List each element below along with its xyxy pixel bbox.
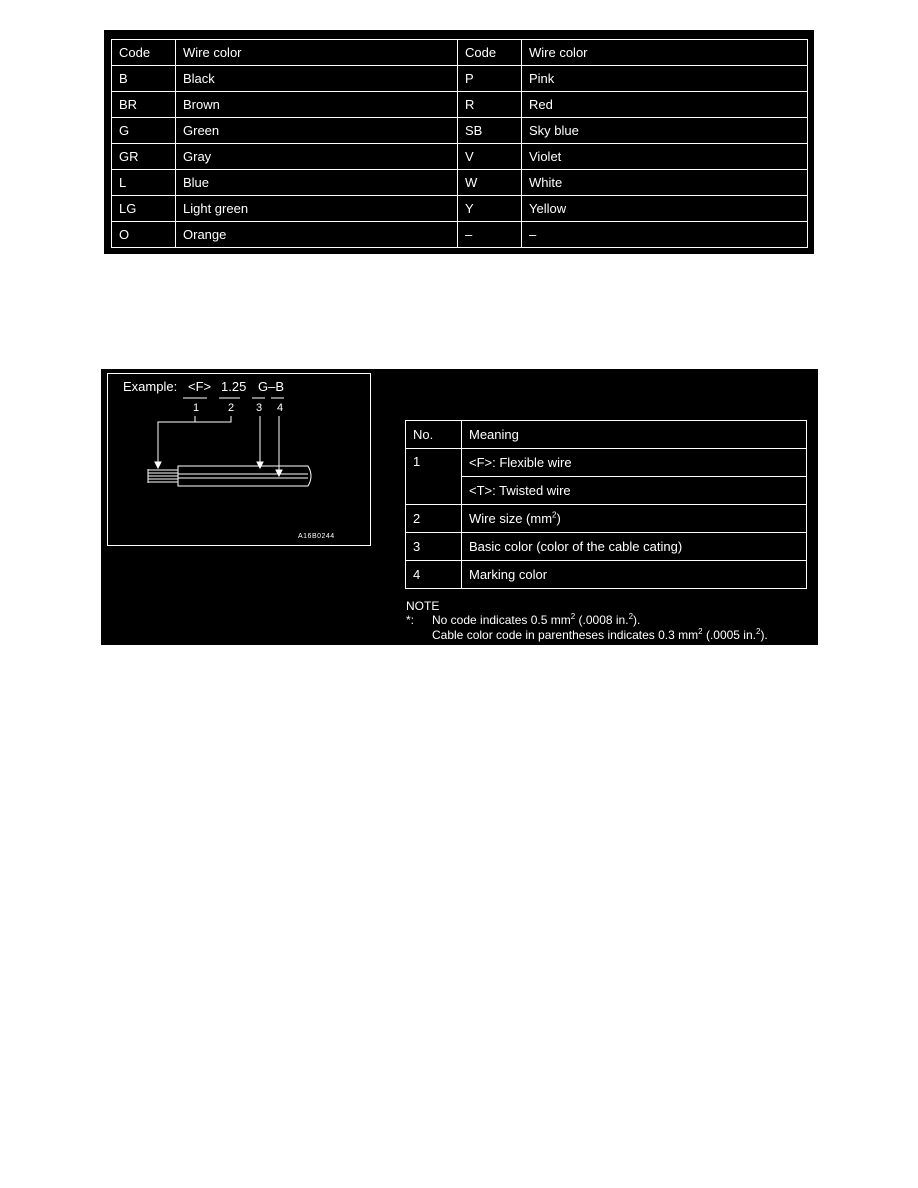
meaning-text: Wire size $(mm^2)$ [462,505,807,533]
header-wire-color: Wire color [176,40,458,66]
color-row [112,170,808,196]
note-line-1 [406,613,816,627]
header-wire-color: Wire color [522,40,808,66]
meaning-no: 4 [406,561,462,589]
meaning-text: <F>: Flexible wire [462,449,807,477]
cable-insulation [178,466,311,486]
note-line-2: Cable color code in parentheses indicates 0.3 $mm^2$ (.0005 in.$^2$). [432,626,768,642]
example-figure [107,373,371,546]
meaning-row [406,449,807,477]
arrow-head-1 [155,462,161,468]
color-name-cell: Blue [176,170,458,196]
note-title: NOTE [406,599,440,613]
leader-line-2 [195,416,231,422]
meaning-text: Basic color (color of the cable cating) [462,533,807,561]
color-row [112,66,808,92]
color-name-cell: Pink [522,66,808,92]
color-name-cell: Sky blue [522,118,808,144]
meaning-text: Marking color [462,561,807,589]
color-row [112,144,808,170]
meaning-text: <T>: Twisted wire [462,477,807,505]
color-name-cell: Red [522,92,808,118]
color-code-cell: L [112,170,176,196]
color-name-cell: Green [176,118,458,144]
color-code-cell: SB [458,118,522,144]
color-code-cell: P [458,66,522,92]
color-header-row [112,40,808,66]
color-row [112,92,808,118]
meaning-header-row [406,421,807,449]
note-block [406,599,816,642]
wire-diagram [108,374,370,545]
header-code: Code [458,40,522,66]
callout-1: 1 [193,402,200,414]
arrow-head-4 [276,470,282,476]
meaning-row [406,477,807,505]
color-row [112,196,808,222]
callout-3: 3 [256,402,263,414]
color-code-cell: V [458,144,522,170]
arrow-head-3 [257,462,263,468]
color-code-cell: W [458,170,522,196]
color-name-cell: Gray [176,144,458,170]
figure-id: A16B0244 [298,533,335,540]
color-name-cell: Brown [176,92,458,118]
color-name-cell: Light green [176,196,458,222]
color-name-cell: – [522,222,808,248]
color-name-cell: White [522,170,808,196]
color-code-cell: G [112,118,176,144]
note-text-1: No code indicates 0.5 $mm^2$ (.0008 in.$^2$). [432,612,641,628]
wire-color-table [111,39,808,248]
color-code-cell: B [112,66,176,92]
color-code-cell: BR [112,92,176,118]
color-row [112,222,808,248]
meaning-no: 3 [406,533,462,561]
example-flexible-code: <F> [188,379,212,394]
color-name-cell: Violet [522,144,808,170]
color-code-cell: Y [458,196,522,222]
callout-4: 4 [277,402,284,414]
code-meaning-table [405,420,807,589]
note-mark: *: [406,613,415,628]
color-row [112,118,808,144]
callout-2: 2 [228,402,235,414]
example-prefix: Example: [123,379,178,394]
header-meaning: Meaning [462,421,807,449]
color-name-cell: Orange [176,222,458,248]
meaning-row [406,505,807,533]
meaning-row [406,533,807,561]
color-code-cell: GR [112,144,176,170]
header-code: Code [112,40,176,66]
meaning-no: 1 [406,449,462,505]
meaning-row [406,561,807,589]
color-name-cell: Black [176,66,458,92]
example-wire-size: 1.25 [221,379,247,394]
color-name-cell: Yellow [522,196,808,222]
color-code-cell: O [112,222,176,248]
color-code-cell: R [458,92,522,118]
header-no: No. [406,421,462,449]
color-code-cell: – [458,222,522,248]
example-color-code: G–B [258,379,285,394]
leader-line-1 [158,416,195,466]
wire-color-code-panel [104,30,814,254]
color-code-cell: LG [112,196,176,222]
meaning-no: 2 [406,505,462,533]
wire-designation-panel [101,369,818,645]
